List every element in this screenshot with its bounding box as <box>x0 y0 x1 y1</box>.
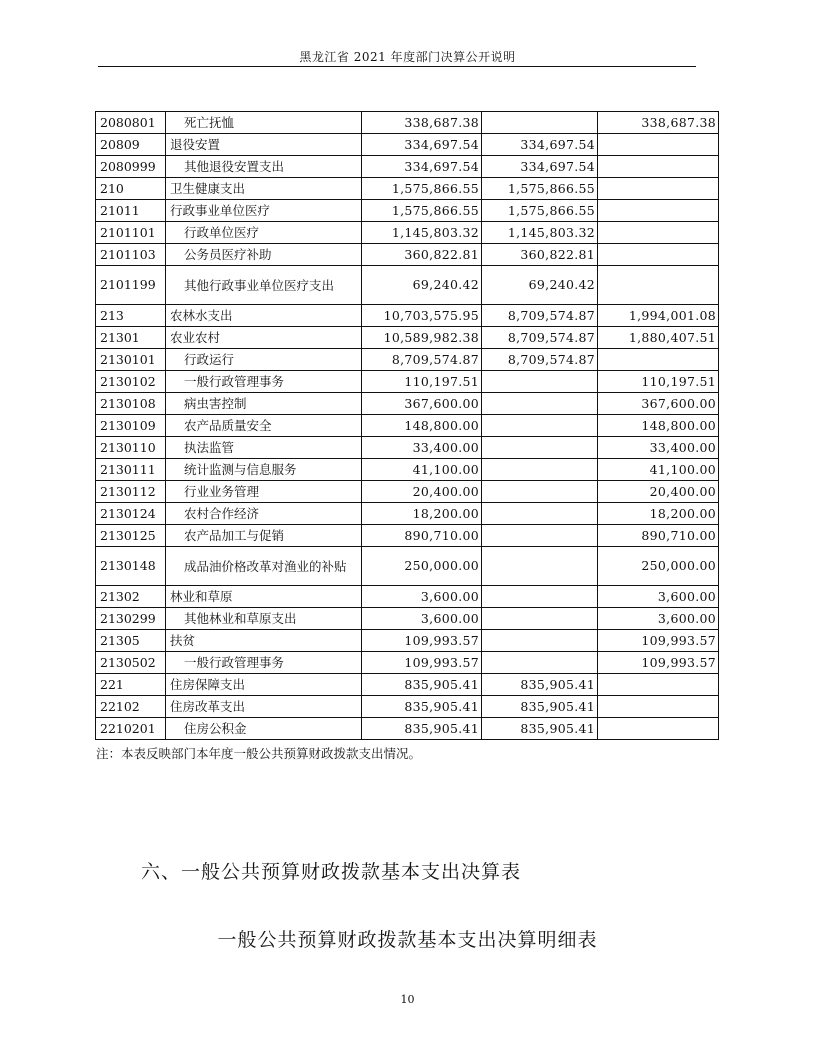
row-code-cell: 2101199 <box>96 266 166 305</box>
row-name-cell: 其他行政事业单位医疗支出 <box>166 266 362 305</box>
row-name-cell: 住房保障支出 <box>166 674 362 696</box>
row-code-cell: 221 <box>96 674 166 696</box>
row-code-cell: 2080999 <box>96 156 166 178</box>
row-project-cell: 110,197.51 <box>598 371 719 393</box>
table-row <box>96 305 719 327</box>
row-code-cell: 2130109 <box>96 415 166 437</box>
row-total-cell: 835,905.41 <box>362 718 482 740</box>
table-row <box>96 586 719 608</box>
row-project-cell: 41,100.00 <box>598 459 719 481</box>
row-total-cell: 250,000.00 <box>362 547 482 586</box>
row-basic-cell <box>482 437 598 459</box>
row-total-cell: 3,600.00 <box>362 608 482 630</box>
row-project-cell: 20,400.00 <box>598 481 719 503</box>
row-name-cell: 死亡抚恤 <box>166 112 362 134</box>
table-row <box>96 437 719 459</box>
row-basic-cell <box>482 503 598 525</box>
row-name-cell: 病虫害控制 <box>166 393 362 415</box>
row-total-cell: 3,600.00 <box>362 586 482 608</box>
row-code-cell: 21301 <box>96 327 166 349</box>
row-project-cell: 338,687.38 <box>598 112 719 134</box>
table-row <box>96 459 719 481</box>
row-project-cell <box>598 178 719 200</box>
row-total-cell: 148,800.00 <box>362 415 482 437</box>
row-name-cell: 扶贫 <box>166 630 362 652</box>
table-row <box>96 652 719 674</box>
table-row <box>96 156 719 178</box>
row-basic-cell <box>482 459 598 481</box>
row-basic-cell <box>482 547 598 586</box>
row-project-cell <box>598 696 719 718</box>
row-project-cell <box>598 134 719 156</box>
table-row <box>96 718 719 740</box>
row-basic-cell: 8,709,574.87 <box>482 327 598 349</box>
row-name-cell: 统计监测与信息服务 <box>166 459 362 481</box>
row-project-cell: 1,880,407.51 <box>598 327 719 349</box>
row-basic-cell <box>482 525 598 547</box>
row-project-cell: 3,600.00 <box>598 586 719 608</box>
row-basic-cell <box>482 393 598 415</box>
table-row <box>96 200 719 222</box>
row-total-cell: 109,993.57 <box>362 630 482 652</box>
row-name-cell: 一般行政管理事务 <box>166 371 362 393</box>
section-heading: 六、一般公共预算财政拨款基本支出决算表 <box>141 861 522 883</box>
row-code-cell: 2130101 <box>96 349 166 371</box>
row-code-cell: 2130108 <box>96 393 166 415</box>
row-basic-cell <box>482 630 598 652</box>
row-total-cell: 10,703,575.95 <box>362 305 482 327</box>
row-total-cell: 890,710.00 <box>362 525 482 547</box>
row-total-cell: 334,697.54 <box>362 134 482 156</box>
page-number: 10 <box>400 993 415 1006</box>
row-total-cell: 110,197.51 <box>362 371 482 393</box>
row-name-cell: 住房公积金 <box>166 718 362 740</box>
row-code-cell: 2130125 <box>96 525 166 547</box>
row-total-cell: 360,822.81 <box>362 244 482 266</box>
row-total-cell: 1,575,866.55 <box>362 178 482 200</box>
row-project-cell: 109,993.57 <box>598 630 719 652</box>
row-project-cell: 18,200.00 <box>598 503 719 525</box>
row-total-cell: 18,200.00 <box>362 503 482 525</box>
row-code-cell: 21011 <box>96 200 166 222</box>
row-name-cell: 执法监管 <box>166 437 362 459</box>
row-name-cell: 农村合作经济 <box>166 503 362 525</box>
document-header-title: 黑龙江省 2021 年度部门决算公开说明 <box>299 50 516 64</box>
table-row <box>96 481 719 503</box>
table-row <box>96 178 719 200</box>
row-project-cell: 1,994,001.08 <box>598 305 719 327</box>
row-name-cell: 公务员医疗补助 <box>166 244 362 266</box>
row-name-cell: 林业和草原 <box>166 586 362 608</box>
table-row <box>96 371 719 393</box>
row-code-cell: 22102 <box>96 696 166 718</box>
row-code-cell: 2130299 <box>96 608 166 630</box>
row-project-cell <box>598 718 719 740</box>
row-total-cell: 109,993.57 <box>362 652 482 674</box>
expenditure-table-body <box>96 112 719 740</box>
table-row <box>96 327 719 349</box>
row-project-cell: 3,600.00 <box>598 608 719 630</box>
row-code-cell: 213 <box>96 305 166 327</box>
row-basic-cell <box>482 586 598 608</box>
row-name-cell: 行政运行 <box>166 349 362 371</box>
row-code-cell: 20809 <box>96 134 166 156</box>
row-name-cell: 其他林业和草原支出 <box>166 608 362 630</box>
row-code-cell: 21302 <box>96 586 166 608</box>
row-basic-cell: 8,709,574.87 <box>482 305 598 327</box>
row-project-cell <box>598 156 719 178</box>
table-row <box>96 112 719 134</box>
row-name-cell: 住房改革支出 <box>166 696 362 718</box>
row-project-cell: 367,600.00 <box>598 393 719 415</box>
row-code-cell: 2210201 <box>96 718 166 740</box>
row-code-cell: 2130102 <box>96 371 166 393</box>
row-name-cell: 农业农村 <box>166 327 362 349</box>
row-basic-cell: 1,575,866.55 <box>482 200 598 222</box>
table-row <box>96 244 719 266</box>
row-name-cell: 成品油价格改革对渔业的补贴 <box>166 547 362 586</box>
row-code-cell: 2101101 <box>96 222 166 244</box>
row-total-cell: 69,240.42 <box>362 266 482 305</box>
row-basic-cell <box>482 481 598 503</box>
table-row <box>96 630 719 652</box>
row-basic-cell: 1,145,803.32 <box>482 222 598 244</box>
row-total-cell: 8,709,574.87 <box>362 349 482 371</box>
table-row <box>96 696 719 718</box>
row-name-cell: 农产品加工与促销 <box>166 525 362 547</box>
table-row <box>96 503 719 525</box>
row-basic-cell <box>482 112 598 134</box>
row-total-cell: 367,600.00 <box>362 393 482 415</box>
row-name-cell: 农林水支出 <box>166 305 362 327</box>
row-code-cell: 210 <box>96 178 166 200</box>
row-basic-cell: 8,709,574.87 <box>482 349 598 371</box>
table-row <box>96 134 719 156</box>
expenditure-table <box>95 111 719 740</box>
row-total-cell: 33,400.00 <box>362 437 482 459</box>
row-project-cell <box>598 200 719 222</box>
row-basic-cell: 835,905.41 <box>482 718 598 740</box>
row-name-cell: 行业业务管理 <box>166 481 362 503</box>
table-row <box>96 608 719 630</box>
row-code-cell: 2130110 <box>96 437 166 459</box>
table-row <box>96 222 719 244</box>
row-code-cell: 2130124 <box>96 503 166 525</box>
table-row <box>96 349 719 371</box>
header-divider <box>98 66 696 67</box>
row-project-cell: 148,800.00 <box>598 415 719 437</box>
row-code-cell: 2080801 <box>96 112 166 134</box>
row-basic-cell: 835,905.41 <box>482 696 598 718</box>
row-basic-cell: 835,905.41 <box>482 674 598 696</box>
row-project-cell <box>598 266 719 305</box>
row-project-cell: 250,000.00 <box>598 547 719 586</box>
table-sub-heading: 一般公共预算财政拨款基本支出决算明细表 <box>217 929 598 951</box>
row-code-cell: 2130111 <box>96 459 166 481</box>
row-project-cell <box>598 674 719 696</box>
table-row <box>96 525 719 547</box>
row-project-cell: 109,993.57 <box>598 652 719 674</box>
row-code-cell: 21305 <box>96 630 166 652</box>
row-project-cell <box>598 349 719 371</box>
row-basic-cell <box>482 371 598 393</box>
row-total-cell: 20,400.00 <box>362 481 482 503</box>
row-project-cell: 33,400.00 <box>598 437 719 459</box>
row-total-cell: 334,697.54 <box>362 156 482 178</box>
row-basic-cell: 69,240.42 <box>482 266 598 305</box>
row-basic-cell <box>482 415 598 437</box>
row-basic-cell <box>482 608 598 630</box>
row-name-cell: 农产品质量安全 <box>166 415 362 437</box>
row-name-cell: 卫生健康支出 <box>166 178 362 200</box>
row-basic-cell: 334,697.54 <box>482 156 598 178</box>
table-note: 注：本表反映部门本年度一般公共预算财政拨款支出情况。 <box>96 746 422 761</box>
table-row <box>96 266 719 305</box>
row-code-cell: 2101103 <box>96 244 166 266</box>
row-total-cell: 1,145,803.32 <box>362 222 482 244</box>
row-project-cell: 890,710.00 <box>598 525 719 547</box>
row-project-cell <box>598 244 719 266</box>
row-code-cell: 2130502 <box>96 652 166 674</box>
row-project-cell <box>598 222 719 244</box>
row-total-cell: 10,589,982.38 <box>362 327 482 349</box>
row-total-cell: 41,100.00 <box>362 459 482 481</box>
row-total-cell: 835,905.41 <box>362 696 482 718</box>
table-row <box>96 674 719 696</box>
row-code-cell: 2130112 <box>96 481 166 503</box>
table-row <box>96 547 719 586</box>
row-name-cell: 一般行政管理事务 <box>166 652 362 674</box>
row-name-cell: 行政单位医疗 <box>166 222 362 244</box>
row-basic-cell: 334,697.54 <box>482 134 598 156</box>
table-row <box>96 415 719 437</box>
row-total-cell: 338,687.38 <box>362 112 482 134</box>
row-name-cell: 其他退役安置支出 <box>166 156 362 178</box>
row-name-cell: 退役安置 <box>166 134 362 156</box>
row-name-cell: 行政事业单位医疗 <box>166 200 362 222</box>
row-total-cell: 835,905.41 <box>362 674 482 696</box>
table-row <box>96 393 719 415</box>
row-basic-cell: 360,822.81 <box>482 244 598 266</box>
row-basic-cell <box>482 652 598 674</box>
row-total-cell: 1,575,866.55 <box>362 200 482 222</box>
row-basic-cell: 1,575,866.55 <box>482 178 598 200</box>
row-code-cell: 2130148 <box>96 547 166 586</box>
